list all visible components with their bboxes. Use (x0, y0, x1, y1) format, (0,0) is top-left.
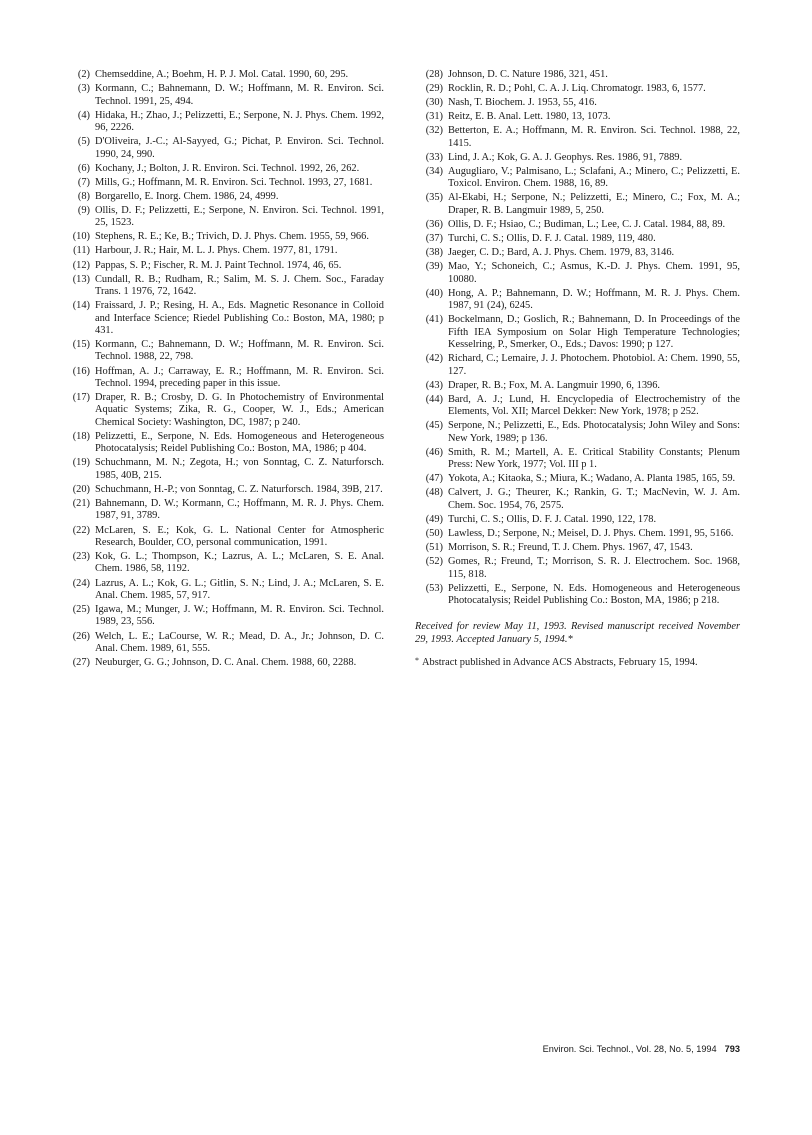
reference-number: (32) (425, 125, 443, 137)
reference-text: Pappas, S. P.; Fischer, R. M. J. Paint Technol. 1974, 46, 65. (95, 259, 342, 271)
reference-item (62, 136, 384, 161)
reference-number: (37) (425, 233, 443, 245)
reference-number: (5) (77, 136, 90, 148)
reference-number: (49) (425, 513, 443, 525)
reference-item (415, 380, 740, 392)
reference-item (415, 69, 740, 81)
reference-item (62, 392, 384, 429)
reference-text: Morrison, S. R.; Freund, T. J. Chem. Phys. 1967, 47, 1543. (448, 542, 693, 554)
reference-number: (27) (72, 657, 90, 669)
reference-text: Yokota, A.; Kitaoka, S.; Miura, K.; Wadano, A. Planta 1985, 165, 59. (448, 473, 736, 485)
reference-text: Kormann, C.; Bahnemann, D. W.; Hoffmann, M. R. Environ. Sci. Technol. 1988, 22, 798. (95, 339, 384, 363)
reference-item (62, 163, 384, 175)
reference-item (415, 261, 740, 286)
reference-text: Bockelmann, D.; Goslich, R.; Bahnemann, D. In Proceedings of the Fifth IEA Symposium on Solar High Temperature Technologies; Kesselring, P., Smerker, O., Eds.; Davos: 1990; p 127. (448, 314, 740, 351)
reference-number: (52) (425, 556, 443, 568)
reference-text: Hong, A. P.; Bahnemann, D. W.; Hoffmann, M. R. J. Phys. Chem. 1987, 91 (24), 6245. (448, 287, 740, 312)
reference-text: Bard, A. J.; Lund, H. Encyclopedia of Electrochemistry of the Elements, Vol. XII; Marcel Dekker: New York, 1978; p 252. (448, 393, 740, 418)
reference-number: (17) (72, 392, 90, 404)
reference-number: (26) (72, 630, 90, 642)
reference-item (415, 353, 740, 378)
reference-item (415, 192, 740, 217)
reference-item (62, 260, 384, 272)
reference-item (415, 288, 740, 313)
reference-text: Pelizzetti, E., Serpone, N. Eds. Homogeneous and Heterogeneous Photocatalysis; Reidel Publishing Co.: Boston, MA, 1986; p 404. (95, 430, 384, 455)
reference-item (62, 631, 384, 656)
reference-item (415, 420, 740, 445)
reference-text: Augugliaro, V.; Palmisano, L.; Sclafani, A.; Minero, C.; Pelizzetti, E. Toxicol. Environ. Chem. 1988, 16, 89. (448, 165, 740, 190)
reference-item (62, 274, 384, 299)
reference-text: Gomes, R.; Freund, T.; Morrison, S. R. J. Electrochem. Soc. 1968, 115, 818. (448, 556, 740, 580)
reference-number: (44) (425, 393, 443, 405)
reference-number: (3) (77, 83, 90, 95)
reference-number: (2) (77, 69, 90, 80)
reference-number: (20) (72, 483, 90, 495)
reference-number: (29) (425, 83, 443, 95)
reference-text: Hoffman, A. J.; Carraway, E. R.; Hoffmann, M. R. Environ. Sci. Technol. 1994, preceding paper in this issue. (95, 365, 384, 389)
reference-text: Richard, C.; Lemaire, J. J. Photochem. Photobiol. A: Chem. 1990, 55, 127. (448, 353, 740, 377)
page-footer (520, 1044, 740, 1054)
reference-text: Neuburger, G. G.; Johnson, D. C. Anal. Chem. 1988, 60, 2288. (95, 657, 357, 669)
reference-text: Serpone, N.; Pelizzetti, E., Eds. Photocatalysis; John Wiley and Sons: New York, 1989; p 136. (448, 420, 740, 444)
reference-number: (16) (72, 365, 90, 377)
reference-number: (40) (425, 287, 443, 299)
reference-item (415, 166, 740, 191)
reference-item (415, 583, 740, 608)
reference-text: McLaren, S. E.; Kok, G. L. National Center for Atmospheric Research, Boulder, CO, personal communication, 1991. (95, 524, 384, 548)
reference-text: Draper, R. B.; Fox, M. A. Langmuir 1990, 6, 1396. (448, 379, 661, 391)
reference-text: Welch, L. E.; LaCourse, W. R.; Mead, D. A., Jr.; Johnson, D. C. Anal. Chem. 1989, 61, 555. (95, 630, 384, 654)
journal-citation: Environ. Sci. Technol., Vol. 28, No. 5, 1994 (542, 1044, 717, 1054)
reference-text: Kochany, J.; Bolton, J. R. Environ. Sci. Technol. 1992, 26, 262. (95, 162, 360, 174)
reference-text: Betterton, E. A.; Hoffmann, M. R. Environ. Sci. Technol. 1988, 22, 1415. (448, 125, 740, 149)
reference-item (415, 556, 740, 581)
reference-number: (46) (425, 446, 443, 458)
reference-text: Ollis, D. F.; Pelizzetti, E.; Serpone, N. Environ. Sci. Technol. 1991, 25, 1523. (95, 204, 384, 229)
reference-text: Draper, R. B.; Crosby, D. G. In Photochemistry of Environmental Aquatic Systems; Zika, R. G., Cooper, W. J., Eds.; American Chemical Society: Washington, DC, 1987; p 240. (95, 392, 384, 428)
reference-number: (14) (72, 300, 90, 312)
reference-number: (4) (77, 109, 90, 121)
reference-number: (36) (425, 218, 443, 230)
reference-item (415, 97, 740, 109)
reference-item (415, 219, 740, 231)
reference-number: (18) (72, 430, 90, 442)
reference-text: Schuchmann, H.-P.; von Sonntag, C. Z. Naturforsch. 1984, 39B, 217. (95, 483, 383, 495)
reference-item (62, 551, 384, 576)
reference-number: (15) (72, 339, 90, 351)
reference-item (415, 394, 740, 419)
reference-text: Lawless, D.; Serpone, N.; Meisel, D. J. Phys. Chem. 1991, 95, 5166. (448, 527, 734, 539)
reference-text: Mills, G.; Hoffmann, M. R. Environ. Sci. Technol. 1993, 27, 1681. (95, 176, 373, 188)
reference-item (415, 447, 740, 472)
reference-text: Turchi, C. S.; Ollis, D. F. J. Catal. 1990, 122, 178. (448, 513, 657, 525)
reference-item (62, 231, 384, 243)
reference-number: (35) (425, 192, 443, 204)
reference-number: (31) (425, 111, 443, 123)
reference-text: D'Oliveira, J.-C.; Al-Sayyed, G.; Pichat, P. Environ. Sci. Technol. 1990, 24, 990. (95, 136, 384, 160)
reference-number: (41) (425, 314, 443, 326)
reference-list-right (415, 69, 740, 670)
reference-item (415, 152, 740, 164)
reference-item (415, 111, 740, 123)
reference-item (415, 314, 740, 351)
reference-text: Mao, Y.; Schoneich, C.; Asmus, K.-D. J. Phys. Chem. 1991, 95, 10080. (448, 261, 740, 285)
reference-text: Kormann, C.; Bahnemann, D. W.; Hoffmann, M. R. Environ. Sci. Technol. 1991, 25, 494. (95, 83, 384, 107)
received-date-note: Received for review May 11, 1993. Revised manuscript received November 29, 1993. Accepted January 5, 1994.* (415, 621, 740, 645)
reference-item (415, 487, 740, 512)
reference-number: (47) (425, 473, 443, 485)
reference-item (415, 125, 740, 150)
reference-item (62, 604, 384, 629)
footnote-mark: * (415, 656, 419, 666)
reference-number: (8) (77, 190, 90, 202)
abstract-note-text: Abstract published in Advance ACS Abstracts, February 15, 1994. (422, 657, 698, 669)
reference-text: Hidaka, H.; Zhao, J.; Pelizzetti, E.; Serpone, N. J. Phys. Chem. 1992, 96, 2226. (95, 109, 384, 133)
reference-item (62, 110, 384, 135)
reference-text: Kok, G. L.; Thompson, K.; Lazrus, A. L.; McLaren, S. E. Anal. Chem. 1986, 58, 1192. (95, 551, 384, 575)
reference-number: (10) (72, 231, 90, 243)
reference-text: Johnson, D. C. Nature 1986, 321, 451. (448, 69, 608, 80)
reference-number: (45) (425, 420, 443, 432)
reference-item (62, 431, 384, 456)
reference-number: (43) (425, 379, 443, 391)
reference-item (415, 528, 740, 540)
reference-text: Stephens, R. E.; Ke, B.; Trivich, D. J. Phys. Chem. 1955, 59, 966. (95, 231, 369, 243)
reference-number: (38) (425, 247, 443, 259)
reference-item (62, 300, 384, 337)
reference-text: Smith, R. M.; Martell, A. E. Critical Stability Constants; Plenum Press: New York, 1977; Vol. III p 1. (448, 446, 740, 471)
reference-text: Rocklin, R. D.; Pohl, C. A. J. Liq. Chromatogr. 1983, 6, 1577. (448, 83, 706, 95)
reference-text: Nash, T. Biochem. J. 1953, 55, 416. (448, 97, 597, 109)
reference-item (415, 247, 740, 259)
reference-item (62, 245, 384, 257)
reference-text: Ollis, D. F.; Hsiao, C.; Budiman, L.; Lee, C. J. Catal. 1984, 88, 89. (448, 218, 726, 230)
reference-item (62, 177, 384, 189)
reference-text: Lind, J. A.; Kok, G. A. J. Geophys. Res. 1986, 91, 7889. (448, 151, 683, 163)
reference-item (62, 366, 384, 391)
reference-text: Schuchmann, M. N.; Zegota, H.; von Sonntag, C. Z. Naturforsch. 1985, 40B, 215. (95, 457, 384, 481)
reference-list-left (62, 69, 384, 671)
reference-item (415, 542, 740, 554)
reference-item (415, 473, 740, 485)
reference-number: (51) (425, 542, 443, 554)
reference-item (62, 457, 384, 482)
reference-text: Cundall, R. B.; Rudham, R.; Salim, M. S. J. Chem. Soc., Faraday Trans. 1 1976, 72, 1642. (95, 273, 384, 298)
reference-item (62, 498, 384, 523)
reference-number: (11) (73, 245, 90, 257)
reference-number: (6) (77, 162, 90, 174)
reference-text: Fraissard, J. P.; Resing, H. A., Eds. Magnetic Resonance in Colloid and Interface Science; Riedel Publishing Co.: Boston, MA, 1980; p 431. (95, 300, 384, 336)
reference-number: (30) (425, 97, 443, 109)
reference-text: Jaeger, C. D.; Bard, A. J. Phys. Chem. 1979, 83, 3146. (448, 247, 675, 259)
reference-number: (22) (72, 524, 90, 536)
reference-number: (42) (425, 353, 443, 365)
reference-item (62, 525, 384, 550)
reference-number: (28) (425, 69, 443, 80)
reference-text: Lazrus, A. L.; Kok, G. L.; Gitlin, S. N.; Lind, J. A.; McLaren, S. E. Anal. Chem. 1985, 57, 917. (95, 577, 384, 601)
reference-text: Al-Ekabi, H.; Serpone, N.; Pelizzetti, E.; Minero, C.; Fox, M. A.; Draper, R. B. Langmuir 1989, 5, 250. (448, 192, 740, 216)
reference-number: (12) (72, 259, 90, 271)
reference-item (62, 578, 384, 603)
reference-number: (53) (425, 582, 443, 594)
reference-text: Turchi, C. S.; Ollis, D. F. J. Catal. 1989, 119, 480. (448, 233, 656, 245)
reference-number: (9) (77, 204, 90, 216)
reference-item (415, 514, 740, 526)
abstract-publication-note (415, 655, 740, 669)
reference-text: Harbour, J. R.; Hair, M. L. J. Phys. Chem. 1977, 81, 1791. (95, 245, 338, 257)
reference-item (62, 657, 384, 669)
reference-text: Chemseddine, A.; Boehm, H. P. J. Mol. Catal. 1990, 60, 295. (95, 69, 349, 80)
reference-number: (34) (425, 165, 443, 177)
reference-number: (39) (425, 261, 443, 273)
reference-number: (33) (425, 151, 443, 163)
reference-number: (7) (77, 176, 90, 188)
reference-text: Pelizzetti, E., Serpone, N. Eds. Homogeneous and Heterogeneous Photocatalysis; Reidel Publishing Co.: Boston, MA, 1986; p 218. (448, 582, 740, 607)
reference-number: (24) (72, 577, 90, 589)
page-number: 793 (724, 1044, 740, 1054)
reference-text: Igawa, M.; Munger, J. W.; Hoffmann, M. R. Environ. Sci. Technol. 1989, 23, 556. (95, 604, 384, 628)
reference-item (415, 83, 740, 95)
reference-item (415, 233, 740, 245)
reference-number: (50) (425, 527, 443, 539)
reference-item (62, 83, 384, 108)
reference-number: (23) (72, 551, 90, 563)
reference-item (62, 69, 384, 81)
reference-item (62, 191, 384, 203)
reference-number: (21) (72, 498, 90, 510)
reference-text: Reitz, E. B. Anal. Lett. 1980, 13, 1073. (448, 111, 611, 123)
reference-item (62, 339, 384, 364)
reference-text: Bahnemann, D. W.; Kormann, C.; Hoffmann, M. R. J. Phys. Chem. 1987, 91, 3789. (95, 498, 384, 522)
reference-item (62, 484, 384, 496)
reference-item (62, 205, 384, 230)
reference-number: (19) (72, 457, 90, 469)
reference-number: (13) (72, 273, 90, 285)
reference-text: Calvert, J. G.; Theurer, K.; Rankin, G. T.; MacNevin, W. J. Am. Chem. Soc. 1954, 76, 2575. (448, 487, 740, 511)
reference-number: (48) (425, 487, 443, 499)
reference-text: Borgarello, E. Inorg. Chem. 1986, 24, 4999. (95, 190, 279, 202)
reference-number: (25) (72, 604, 90, 616)
